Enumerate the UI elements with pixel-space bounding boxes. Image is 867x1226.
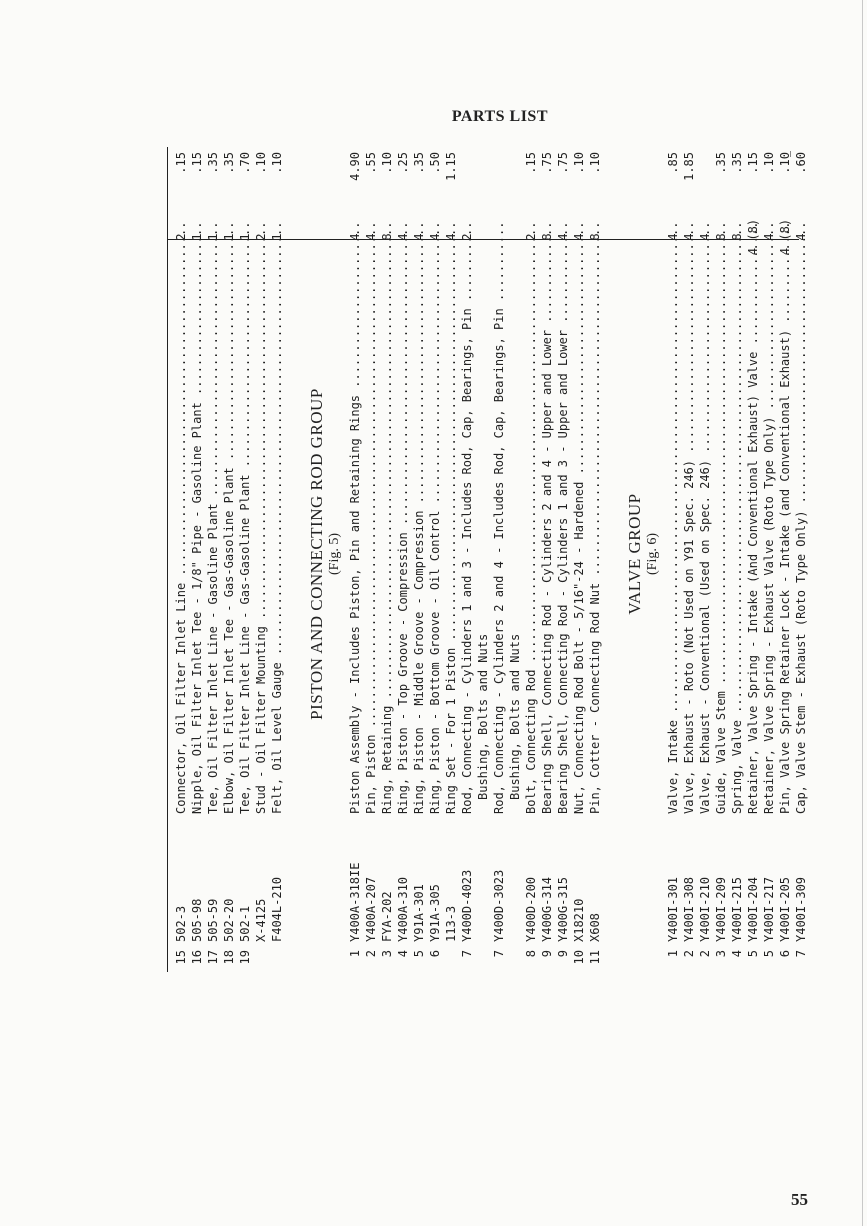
- unit-price: .75: [556, 152, 570, 174]
- parts-table: [165, 142, 808, 972]
- unit-price: .35: [730, 152, 744, 174]
- part-description: [665, 224, 681, 814]
- quantity: 4 (8): [778, 218, 792, 256]
- part-description: [363, 224, 379, 814]
- ref-number: 9: [556, 950, 570, 958]
- part-description: [713, 224, 729, 814]
- table-row: [697, 142, 713, 972]
- unit-price: .10: [270, 152, 284, 174]
- group-fig-ref: (Fig. 6): [645, 533, 660, 575]
- unit-price: .35: [222, 152, 236, 174]
- part-description: [475, 210, 491, 800]
- ref-number: 6: [778, 950, 792, 958]
- unit-price: .55: [364, 152, 378, 174]
- part-number: Y400I-215: [730, 876, 744, 942]
- quantity: 4: [682, 233, 696, 241]
- unit-price: .15: [174, 152, 188, 174]
- quantity: 8: [588, 233, 602, 241]
- quantity: 1: [238, 233, 252, 241]
- ref-number: 5: [412, 950, 426, 958]
- unit-price: .35: [206, 152, 220, 174]
- ref-number: 9: [540, 950, 554, 958]
- unit-price: .15: [524, 152, 538, 174]
- table-row: [379, 142, 395, 972]
- quantity: 1: [270, 233, 284, 241]
- quantity: 4: [666, 233, 680, 241]
- table-row: [681, 142, 697, 972]
- ref-number: 5: [746, 950, 760, 958]
- quantity: 4: [396, 233, 410, 241]
- description-text: Cap, Valve Stem - Exhaust (Roto Type Only): [794, 510, 808, 814]
- unit-price: .75: [540, 152, 554, 174]
- table-row: [269, 142, 285, 972]
- quantity: 4: [556, 233, 570, 241]
- part-description: [681, 224, 697, 814]
- table-row: [459, 142, 475, 972]
- description-text: Retainer, Valve Spring - Exhaust Valve (Roto Type Only): [762, 416, 776, 814]
- table-row: [221, 142, 237, 972]
- unit-price: .10: [588, 152, 602, 174]
- group-title: VALVE GROUP: [625, 493, 644, 615]
- table-row: [571, 142, 587, 972]
- description-text: Spring, Valve: [730, 720, 744, 814]
- part-number: X608: [588, 913, 602, 942]
- part-description: [459, 224, 475, 814]
- part-number: Y400I-217: [762, 876, 776, 942]
- quantity: 8: [540, 233, 554, 241]
- table-row: [777, 142, 793, 972]
- part-number: Y400G-314: [540, 876, 554, 942]
- unit-price: .85: [666, 152, 680, 174]
- description-text: Valve, Exhaust - Roto (Not Used on Y91 Spec. 246): [682, 459, 696, 814]
- description-text: Bolt, Connecting Rod: [524, 669, 538, 814]
- table-row: [395, 142, 411, 972]
- ref-number: 4: [730, 950, 744, 958]
- description-text: Elbow, Oil Filter Inlet Tee - Gas-Gasoline Plant: [222, 467, 236, 814]
- part-number: Y400I-210: [698, 876, 712, 942]
- unit-price: 1.85: [682, 152, 696, 181]
- description-text: Pin, Cotter - Connecting Rod Nut: [588, 582, 602, 814]
- page-title: PARTS LIST: [451, 108, 548, 125]
- part-number: Y400D-200: [524, 876, 538, 942]
- table-row: [539, 142, 555, 972]
- part-number: 113-3: [444, 905, 458, 942]
- ref-number: 16: [190, 950, 204, 965]
- description-text: Ring Set - For 1 Piston: [444, 647, 458, 814]
- description-text: Pin, Valve Spring Retainer Lock - Intake (and Conventional Exhaust): [778, 329, 792, 814]
- quantity: 8: [714, 233, 728, 241]
- quantity: 8: [730, 233, 744, 241]
- ref-number: 3: [380, 950, 394, 958]
- page-number: 55: [791, 1190, 808, 1209]
- quantity: 4: [762, 233, 776, 241]
- part-description: [205, 224, 221, 814]
- table-row: [507, 142, 523, 972]
- unit-price: .70: [238, 152, 252, 174]
- quantity: 4 (8): [746, 218, 760, 256]
- table-row: [427, 142, 443, 972]
- part-number: 502-1: [238, 905, 252, 942]
- ref-number: 2: [364, 950, 378, 958]
- quantity: 2: [524, 233, 538, 241]
- description-text: Tee, Oil Filter Inlet Line - Gas-Gasoline Plant: [238, 474, 252, 814]
- table-row: [555, 142, 571, 972]
- quantity: 4: [348, 233, 362, 241]
- description-text: Rod, Connecting - Cylinders 2 and 4 - Includes Rod, Cap, Bearings, Pin: [492, 308, 506, 814]
- unit-price: .10: [380, 152, 394, 174]
- part-number: Y400I-309: [794, 876, 808, 942]
- quantity: 4: [428, 233, 442, 241]
- group-heading: [625, 294, 661, 814]
- part-description: [411, 224, 427, 814]
- ref-number: 2: [682, 950, 696, 958]
- ref-number: 8: [524, 950, 538, 958]
- table-left-rule: [167, 147, 168, 972]
- unit-price: .10: [254, 152, 268, 174]
- ref-number: 10: [572, 950, 586, 965]
- part-number: Y400A-207: [364, 876, 378, 942]
- ref-number: 2: [698, 950, 712, 958]
- part-number: X18210: [572, 898, 586, 942]
- part-number: Y400I-308: [682, 876, 696, 942]
- quantity: 1: [190, 233, 204, 241]
- quantity: 8: [380, 233, 394, 241]
- ref-number: 3: [714, 950, 728, 958]
- table-row: [205, 142, 221, 972]
- ref-number: 15: [174, 950, 188, 965]
- part-number: 502-3: [174, 905, 188, 942]
- quantity: 4: [444, 233, 458, 241]
- unit-price: .15: [746, 152, 760, 174]
- unit-price: .60: [794, 152, 808, 174]
- description-text: Ring, Piston - Top Groove - Compression: [396, 532, 410, 814]
- ref-number: 19: [238, 950, 252, 965]
- description-text: Felt, Oil Level Gauge: [270, 662, 284, 814]
- quantity: 2: [254, 233, 268, 241]
- table-row: [745, 142, 761, 972]
- group-title: PISTON AND CONNECTING ROD GROUP: [307, 388, 326, 720]
- ref-number: 7: [794, 950, 808, 958]
- ref-number: 7: [492, 950, 506, 958]
- part-number: Y91A-301: [412, 884, 426, 942]
- part-number: Y400A-318IE: [348, 862, 362, 942]
- unit-price: .35: [412, 152, 426, 174]
- part-number: Y400A-310: [396, 876, 410, 942]
- table-row: [523, 142, 539, 972]
- quantity: 2: [460, 233, 474, 241]
- table-row: [363, 142, 379, 972]
- table-row: [237, 142, 253, 972]
- part-number: 505-98: [190, 898, 204, 942]
- description-text: Bearing Shell, Connecting Rod - Cylinders 1 and 3 - Upper and Lower: [556, 329, 570, 814]
- part-description: [507, 210, 523, 800]
- part-number: Y91A-305: [428, 884, 442, 942]
- description-text: Pin, Piston: [364, 734, 378, 814]
- part-description: [793, 224, 809, 814]
- part-description: [221, 224, 237, 814]
- part-description: [253, 224, 269, 814]
- table-row: [491, 142, 507, 972]
- ref-number: 18: [222, 950, 236, 965]
- description-text: Nipple, Oil Filter Inlet Tee - 1/8" Pipe - Gasoline Plant: [190, 402, 204, 814]
- part-number: 505-59: [206, 898, 220, 942]
- description-text: Guide, Valve Stem: [714, 691, 728, 814]
- part-description: [269, 224, 285, 814]
- description-text: Rod, Connecting - Cylinders 1 and 3 - Includes Rod, Cap, Bearings, Pin: [460, 308, 474, 814]
- table-row: [411, 142, 427, 972]
- part-description: [539, 224, 555, 814]
- part-description: [761, 224, 777, 814]
- ref-number: 6: [428, 950, 442, 958]
- part-number: Y400D-4023: [460, 869, 474, 942]
- part-description: [443, 224, 459, 814]
- ref-number: 7: [460, 950, 474, 958]
- part-description: [523, 224, 539, 814]
- part-number: Y400I-204: [746, 876, 760, 942]
- part-description: [571, 224, 587, 814]
- part-description: [395, 224, 411, 814]
- ref-number: 1: [348, 950, 362, 958]
- part-description: [729, 224, 745, 814]
- group-heading: [307, 294, 343, 814]
- unit-price: 1.15: [444, 152, 458, 181]
- table-row: [173, 142, 189, 972]
- ref-number: 11: [588, 950, 602, 965]
- part-description: [777, 224, 793, 814]
- unit-price: .50: [428, 152, 442, 174]
- part-description: [173, 224, 189, 814]
- table-row: [443, 142, 459, 972]
- description-text: Stud - Oil Filter Mounting: [254, 626, 268, 814]
- table-row: [253, 142, 269, 972]
- description-text: Bearing Shell, Connecting Rod - Cylinders 2 and 4 - Upper and Lower: [540, 329, 554, 814]
- description-text: Bushing, Bolts and Nuts: [508, 633, 522, 800]
- description-text: Bushing, Bolts and Nuts: [476, 633, 490, 800]
- unit-price: .25: [396, 152, 410, 174]
- part-description: [555, 224, 571, 814]
- description-text: Tee, Oil Filter Inlet Line - Gasoline Plant: [206, 503, 220, 814]
- table-row: [189, 142, 205, 972]
- ref-number: 1: [666, 950, 680, 958]
- table-row: [761, 142, 777, 972]
- part-number: Y400I-301: [666, 876, 680, 942]
- description-text: Ring, Retaining: [380, 705, 394, 814]
- part-description: [427, 224, 443, 814]
- description-text: Valve, Exhaust - Conventional (Used on Spec. 246): [698, 459, 712, 814]
- ref-number: 17: [206, 950, 220, 965]
- part-description: [379, 224, 395, 814]
- unit-price: .35: [714, 152, 728, 174]
- unit-price: .10: [572, 152, 586, 174]
- part-number: Y400I-209: [714, 876, 728, 942]
- table-row: [665, 142, 681, 972]
- part-description: [697, 224, 713, 814]
- part-number: F404L-210: [270, 876, 284, 942]
- table-row: [587, 142, 603, 972]
- quantity: 4: [698, 233, 712, 241]
- part-description: [745, 224, 761, 814]
- quantity: 4: [794, 233, 808, 241]
- description-text: Piston Assembly - Includes Piston, Pin and Retaining Rings: [348, 394, 362, 814]
- quantity: 4: [364, 233, 378, 241]
- scan-edge-line: [862, 0, 863, 1226]
- part-description: [189, 224, 205, 814]
- table-row: [713, 142, 729, 972]
- table-row: [475, 142, 491, 972]
- part-description: [237, 224, 253, 814]
- quantity: 2: [174, 233, 188, 241]
- quantity: 1: [206, 233, 220, 241]
- part-description: [347, 224, 363, 814]
- part-description: [491, 224, 507, 814]
- quantity: 1: [222, 233, 236, 241]
- description-text: Connector, Oil Filter Inlet Line: [174, 582, 188, 814]
- table-row: [793, 142, 809, 972]
- table-row: [347, 142, 363, 972]
- quantity: 4: [412, 233, 426, 241]
- part-number: X-4125: [254, 898, 268, 942]
- part-description: [587, 224, 603, 814]
- part-number: Y400D-3023: [492, 869, 506, 942]
- ref-number: 5: [762, 950, 776, 958]
- description-text: Ring, Piston - Bottom Groove - Oil Control: [428, 510, 442, 814]
- part-number: 502-20: [222, 898, 236, 942]
- part-number: Y400I-205: [778, 876, 792, 942]
- ref-number: 4: [396, 950, 410, 958]
- part-number: Y400G-315: [556, 876, 570, 942]
- unit-price: 4.90: [348, 152, 362, 181]
- unit-price: .10: [778, 152, 792, 174]
- description-text: Retainer, Valve Spring - Intake (And Conventional Exhaust) Valve: [746, 351, 760, 814]
- unit-price: .10: [762, 152, 776, 174]
- part-number: FYA-202: [380, 891, 394, 942]
- description-text: Valve, Intake: [666, 720, 680, 814]
- quantity: 4: [572, 233, 586, 241]
- unit-price: .15: [190, 152, 204, 174]
- description-text: Nut, Connecting Rod Bolt - 5/16"-24 - Hardened: [572, 481, 586, 814]
- table-row: [729, 142, 745, 972]
- description-text: Ring, Piston - Middle Groove - Compression: [412, 510, 426, 814]
- group-fig-ref: (Fig. 5): [327, 533, 342, 575]
